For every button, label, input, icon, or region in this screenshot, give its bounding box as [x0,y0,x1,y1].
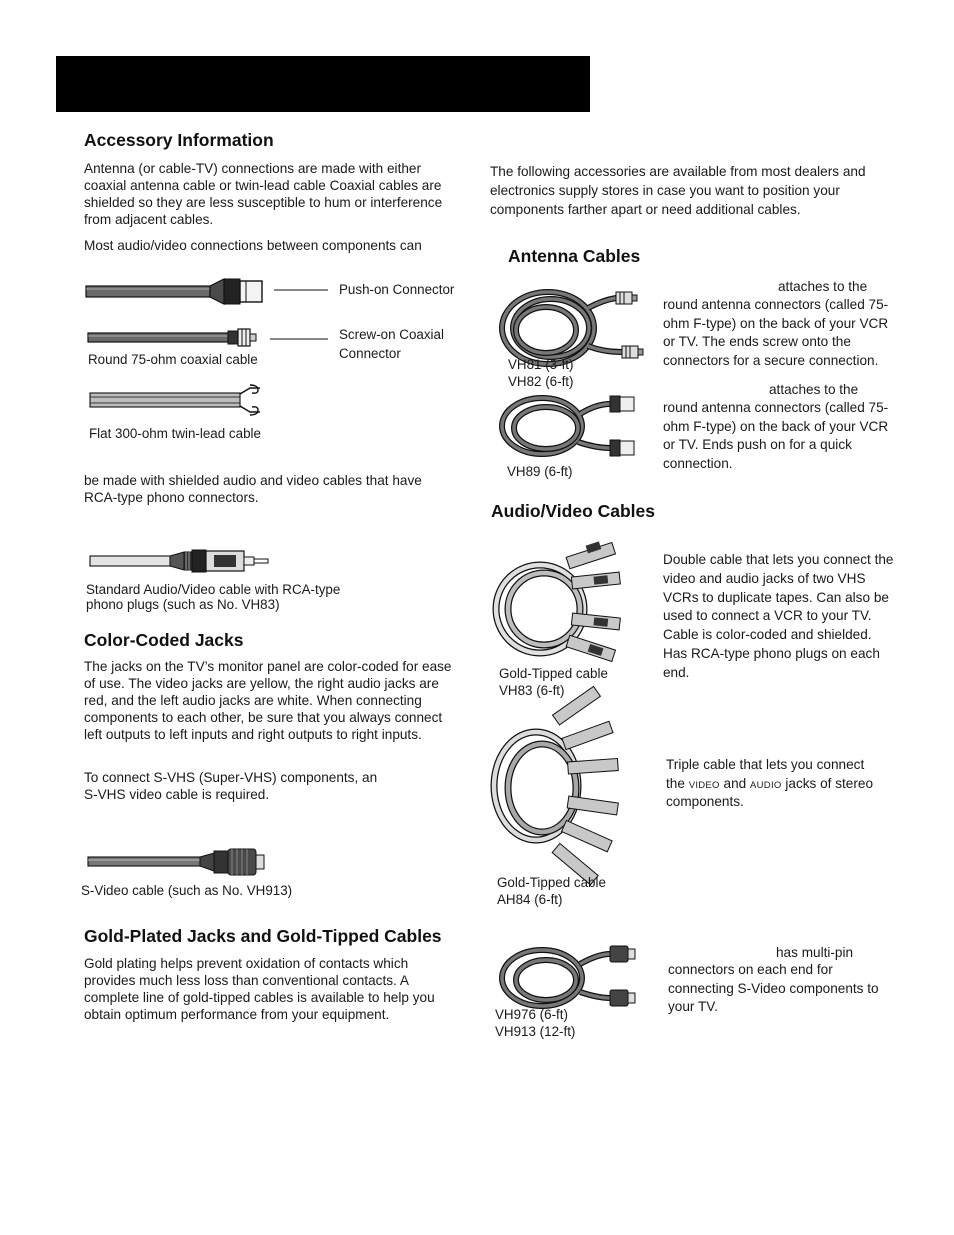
leader-line-screw-on [270,338,330,340]
ah84-desc-line-3: components. [666,794,744,809]
vh83-caption-line-1: Gold-Tipped cable [499,666,608,681]
label-screw-on-line-2: Connector [339,346,401,361]
vh89-desc-lead: attaches to the [769,382,859,397]
color-coded-para-1: The jacks on the TV’s monitor panel are color-coded for ease of use. The video jacks are yellow, the right audio jacks are red, and the left audio jacks are white. When connecting components to each other, be sure that you always connect left outputs to left inputs and right outputs to right inputs. [84,659,452,742]
vh913-model-label: VH913 (12-ft) [495,1024,576,1039]
ah84-caption-line-1: Gold-Tipped cable [497,875,606,890]
accessory-para-2: Most audio/video connections between components can [84,238,422,253]
ah84-triple-rca-illustration [490,702,640,870]
label-screw-on-line-1: Screw-on Coaxial [339,327,444,342]
color-coded-para-2-line-2: S-VHS video cable is required. [84,787,270,802]
header-bar [56,56,590,112]
twin-lead-illustration [88,384,278,418]
label-flat-twin-lead: Flat 300-ohm twin-lead cable [89,426,261,441]
gold-plated-heading: Gold-Plated Jacks and Gold-Tipped Cables [84,926,442,946]
rca-av-cable-illustration [88,548,278,574]
ah84-desc-and: and [723,776,747,791]
leader-line-push-on [274,289,330,291]
ah84-desc-jacks: jacks of stereo [785,776,874,791]
color-coded-jacks-heading: Color-Coded Jacks [84,630,244,650]
intro-para: The following accessories are available from most dealers and electronics supply stores in case you want to position your components farther apart or need additional cables. [490,164,866,217]
ah84-desc-the: the [666,776,685,791]
push-on-coax-illustration [84,274,274,314]
vh976-svideo-coil-illustration [498,944,640,1012]
accessory-para-1: Antenna (or cable-TV) connections are made with either coaxial antenna cable or twin-lead cable Coaxial cables are shielded so they are less susceptible to hum or interference from adjacent cables. [84,161,443,227]
ah84-desc-line-1: Triple cable that lets you connect [666,757,865,772]
caption-svideo-cable: S-Video cable (such as No. VH913) [81,883,293,898]
vh89-model-label: VH89 (6-ft) [507,464,573,479]
label-round-coax-cable: Round 75-ohm coaxial cable [88,352,258,367]
vh976-model-label: VH976 (6-ft) [495,1007,568,1022]
antenna-cables-heading: Antenna Cables [508,246,641,266]
vh976-desc-lead: has multi-pin [776,945,854,960]
screw-on-coax-illustration [86,328,266,350]
vh83-double-rca-illustration [492,547,642,667]
accessory-info-heading: Accessory Information [84,130,274,150]
label-push-on-connector: Push-on Connector [339,282,455,297]
vh83-desc: Double cable that lets you connect the video and audio jacks of two VHS VCRs to duplicate tapes. Can also be used to connect a VCR to your TV. Cable is color-coded and shielded. Has RCA-type phono plugs on each end. [663,552,894,680]
gold-plated-para: Gold plating helps prevent oxidation of contacts which provides much less loss than conventional contacts. A complete line of gold-tipped cables is available to help you obtain optimum performance from your equipment. [84,956,435,1022]
svideo-cable-illustration [86,848,276,876]
vh81-model-label: VH81 (3-ft) [508,357,574,372]
accessory-para-3: be made with shielded audio and video cables that have RCA-type phono connectors. [84,473,422,505]
ah84-desc-audio: AUDIO [750,780,782,791]
vh976-desc: connectors on each end for connecting S-Video components to your TV. [668,962,879,1015]
vh82-model-label: VH82 (6-ft) [508,374,574,389]
caption-av-cable-line-2: phono plugs (such as No. VH83) [86,597,280,612]
vh83-caption-line-2: VH83 (6-ft) [499,683,565,698]
vh89-coax-coil-illustration [498,392,638,464]
caption-av-cable-line-1: Standard Audio/Video cable with RCA-type [86,582,341,597]
ah84-desc-video: VIDEO [688,780,720,791]
vh89-desc: round antenna connectors (called 75-ohm F-type) on the back of your VCR or TV. Ends push on for a quick connection. [663,400,889,472]
ah84-caption-line-2: AH84 (6-ft) [497,892,563,907]
vh81-desc: round antenna connectors (called 75-ohm F-type) on the back of your VCR or TV. The ends screw onto the connectors for a secure connection. [663,297,889,369]
audio-video-cables-heading: Audio/Video Cables [491,501,656,521]
vh81-desc-lead: attaches to the [778,279,868,294]
color-coded-para-2-line-1: To connect S-VHS (Super-VHS) components, an [84,770,378,785]
